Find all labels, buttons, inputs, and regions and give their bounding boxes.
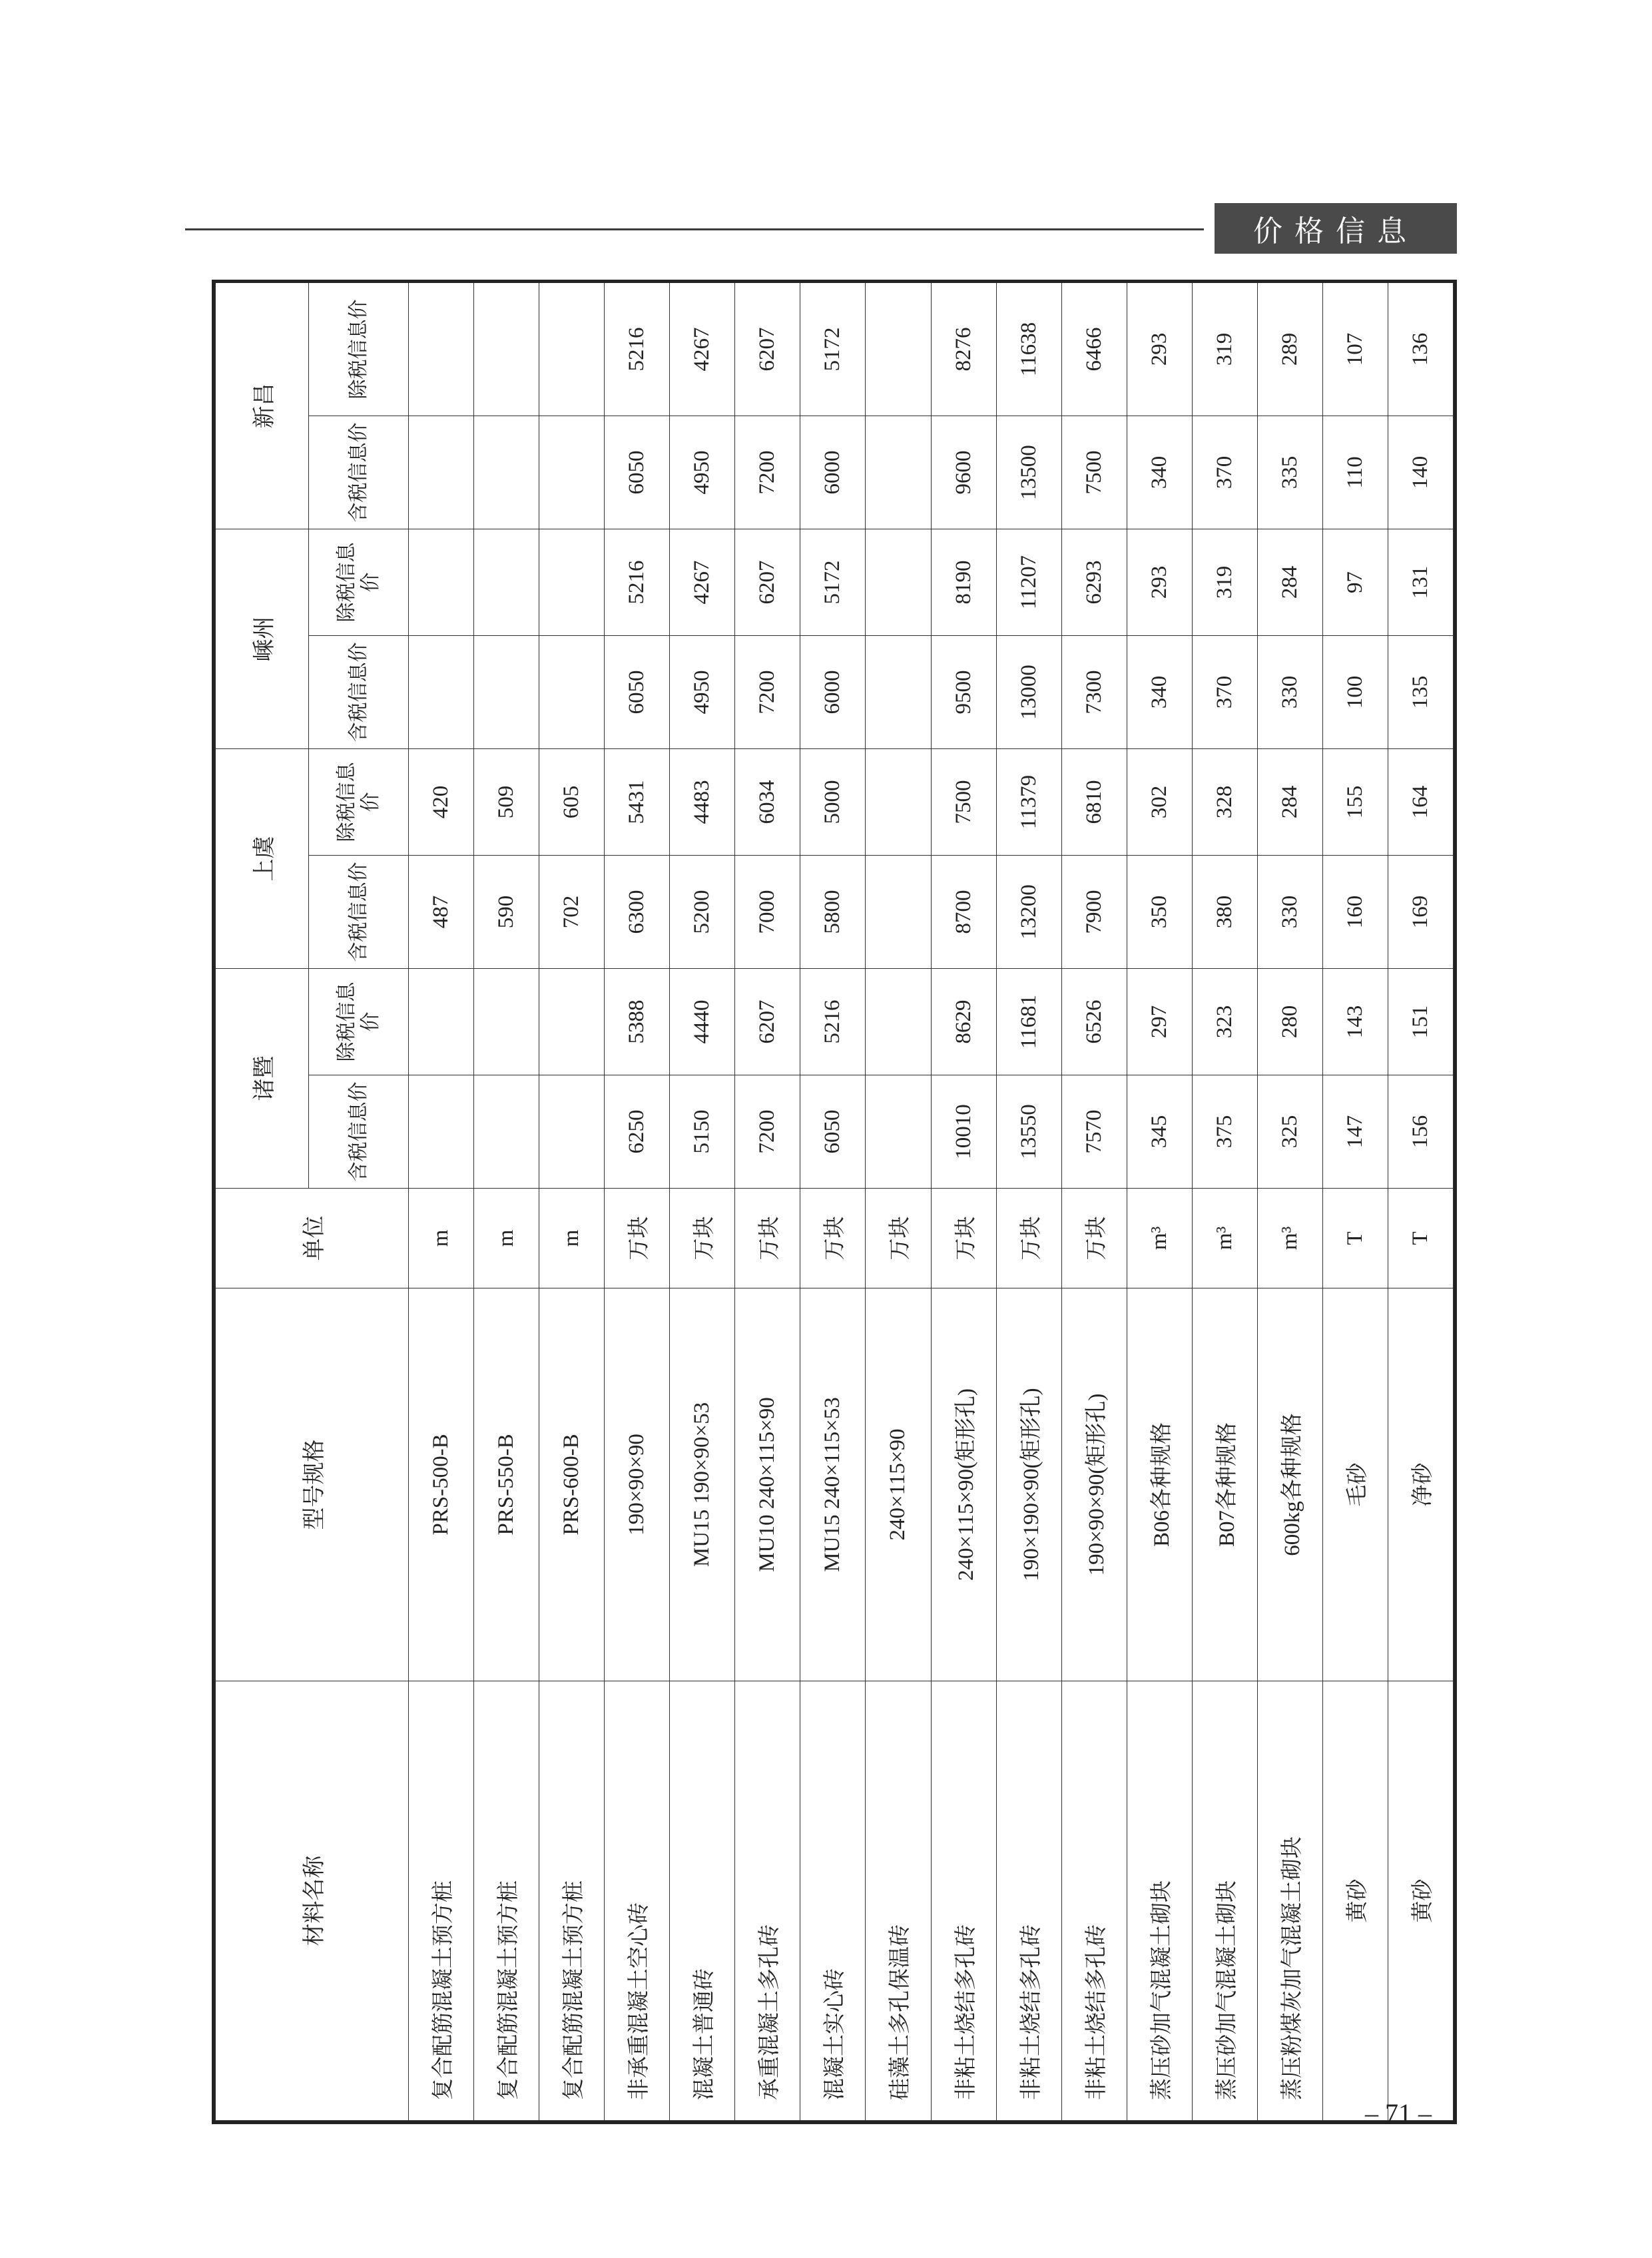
cell-shangyu-excl: 5000: [800, 749, 866, 856]
header-region-zhuji: 诸暨: [216, 969, 309, 1189]
cell-shangyu-excl: 5431: [605, 749, 670, 856]
cell-shangyu-excl: 328: [1192, 749, 1257, 856]
cell-shangyu-excl: 11379: [996, 749, 1061, 856]
cell-zhuji-incl: 5150: [670, 1075, 735, 1189]
cell-material-name: 蒸压砂加气混凝土砌块: [1127, 1681, 1192, 2121]
table-row: [931, 283, 996, 2121]
cell-unit: m³: [1127, 1189, 1192, 1288]
cell-material-name: 蒸压粉煤灰加气混凝土砌块: [1257, 1681, 1322, 2121]
cell-shengzhou-excl: [866, 529, 931, 636]
cell-xinchang-incl: 6000: [800, 416, 866, 529]
cell-shengzhou-incl: [409, 636, 474, 749]
cell-shengzhou-incl: 135: [1388, 636, 1453, 749]
header-rule: [185, 228, 1204, 230]
cell-xinchang-incl: [539, 416, 605, 529]
header-tax-excl: 除税信息价: [309, 749, 409, 856]
cell-xinchang-incl: 370: [1192, 416, 1257, 529]
cell-shengzhou-incl: 4950: [670, 636, 735, 749]
cell-xinchang-incl: 4950: [670, 416, 735, 529]
cell-material-name: 混凝土普通砖: [670, 1681, 735, 2121]
cell-material-name: 黄砂: [1388, 1681, 1453, 2121]
cell-xinchang-incl: 7500: [1061, 416, 1127, 529]
cell-zhuji-excl: [409, 969, 474, 1075]
cell-unit: m: [409, 1189, 474, 1288]
cell-shengzhou-excl: 319: [1192, 529, 1257, 636]
cell-shengzhou-incl: 100: [1322, 636, 1388, 749]
cell-xinchang-incl: 140: [1388, 416, 1453, 529]
header-tax-incl: 含税信息价: [309, 636, 409, 749]
cell-shangyu-excl: 164: [1388, 749, 1453, 856]
cell-zhuji-excl: 297: [1127, 969, 1192, 1075]
cell-unit: 万块: [996, 1189, 1061, 1288]
cell-zhuji-excl: [866, 969, 931, 1075]
cell-spec: 毛砂: [1322, 1288, 1388, 1681]
cell-shengzhou-incl: 13000: [996, 636, 1061, 749]
cell-zhuji-incl: [474, 1075, 539, 1189]
cell-unit: 万块: [670, 1189, 735, 1288]
cell-shangyu-excl: [866, 749, 931, 856]
cell-spec: 240×115×90: [866, 1288, 931, 1681]
cell-spec: 190×190×90(矩形孔): [996, 1288, 1061, 1681]
cell-shangyu-excl: 509: [474, 749, 539, 856]
cell-spec: 190×90×90(矩形孔): [1061, 1288, 1127, 1681]
cell-material-name: 非承重混凝土空心砖: [605, 1681, 670, 2121]
cell-material-name: 非粘土烧结多孔砖: [996, 1681, 1061, 2121]
header-region-xinchang: 新昌: [216, 283, 309, 529]
cell-unit: m³: [1192, 1189, 1257, 1288]
cell-shengzhou-excl: 5172: [800, 529, 866, 636]
table-row: [1061, 283, 1127, 2121]
cell-xinchang-incl: 13500: [996, 416, 1061, 529]
table-row: [866, 283, 931, 2121]
cell-zhuji-incl: 325: [1257, 1075, 1322, 1189]
cell-spec: 600kg各种规格: [1257, 1288, 1322, 1681]
cell-spec: MU15 190×90×53: [670, 1288, 735, 1681]
cell-zhuji-excl: 151: [1388, 969, 1453, 1075]
cell-material-name: 蒸压砂加气混凝土砌块: [1192, 1681, 1257, 2121]
cell-spec: PRS-550-B: [474, 1288, 539, 1681]
cell-shangyu-incl: 169: [1388, 856, 1453, 969]
cell-xinchang-incl: 110: [1322, 416, 1388, 529]
cell-xinchang-incl: 9600: [931, 416, 996, 529]
header-tax-incl: 含税信息价: [309, 1075, 409, 1189]
table-row: [996, 283, 1061, 2121]
cell-xinchang-excl: 319: [1192, 283, 1257, 416]
cell-shengzhou-excl: [409, 529, 474, 636]
cell-unit: m: [539, 1189, 605, 1288]
cell-shangyu-excl: 420: [409, 749, 474, 856]
cell-zhuji-excl: 8629: [931, 969, 996, 1075]
cell-zhuji-excl: 4440: [670, 969, 735, 1075]
cell-material-name: 硅藻土多孔保温砖: [866, 1681, 931, 2121]
header-tax-excl: 除税信息价: [309, 969, 409, 1075]
cell-xinchang-excl: 136: [1388, 283, 1453, 416]
cell-shengzhou-incl: [539, 636, 605, 749]
header-tax-excl: 除税信息价: [309, 529, 409, 636]
cell-xinchang-excl: 11638: [996, 283, 1061, 416]
cell-zhuji-incl: 6250: [605, 1075, 670, 1189]
cell-material-name: 复合配筋混凝土预方桩: [409, 1681, 474, 2121]
cell-xinchang-incl: 7200: [735, 416, 800, 529]
cell-spec: 190×90×90: [605, 1288, 670, 1681]
cell-spec: B06各种规格: [1127, 1288, 1192, 1681]
cell-shangyu-incl: 590: [474, 856, 539, 969]
cell-xinchang-excl: 8276: [931, 283, 996, 416]
cell-shengzhou-incl: 6050: [605, 636, 670, 749]
cell-shengzhou-incl: 7200: [735, 636, 800, 749]
cell-shangyu-excl: 6810: [1061, 749, 1127, 856]
cell-xinchang-excl: 5172: [800, 283, 866, 416]
table-row: [735, 283, 800, 2121]
cell-unit: 万块: [605, 1189, 670, 1288]
section-title: 价格信息: [1215, 203, 1457, 254]
cell-zhuji-excl: 6526: [1061, 969, 1127, 1075]
cell-unit: 万块: [800, 1189, 866, 1288]
cell-zhuji-incl: 7200: [735, 1075, 800, 1189]
cell-xinchang-excl: [409, 283, 474, 416]
cell-spec: MU15 240×115×53: [800, 1288, 866, 1681]
cell-shangyu-incl: 6300: [605, 856, 670, 969]
cell-zhuji-incl: [409, 1075, 474, 1189]
cell-shangyu-incl: 5800: [800, 856, 866, 969]
cell-shengzhou-excl: [539, 529, 605, 636]
cell-shangyu-excl: 7500: [931, 749, 996, 856]
cell-shengzhou-incl: 340: [1127, 636, 1192, 749]
cell-xinchang-incl: [474, 416, 539, 529]
cell-xinchang-excl: [474, 283, 539, 416]
cell-xinchang-incl: [409, 416, 474, 529]
cell-shangyu-incl: 13200: [996, 856, 1061, 969]
cell-shangyu-incl: 160: [1322, 856, 1388, 969]
cell-shengzhou-excl: 97: [1322, 529, 1388, 636]
cell-unit: 万块: [1061, 1189, 1127, 1288]
cell-unit: T: [1388, 1189, 1453, 1288]
header-unit: 单位: [216, 1189, 409, 1288]
table-row: [539, 283, 605, 2121]
header-region-shengzhou: 嵊州: [216, 529, 309, 749]
cell-material-name: 复合配筋混凝土预方桩: [474, 1681, 539, 2121]
cell-zhuji-incl: 10010: [931, 1075, 996, 1189]
header-tax-incl: 含税信息价: [309, 416, 409, 529]
cell-shangyu-excl: 302: [1127, 749, 1192, 856]
cell-shangyu-excl: 284: [1257, 749, 1322, 856]
cell-unit: m: [474, 1189, 539, 1288]
cell-xinchang-incl: 6050: [605, 416, 670, 529]
cell-material-name: 混凝土实心砖: [800, 1681, 866, 2121]
cell-xinchang-excl: 4267: [670, 283, 735, 416]
table-row: [474, 283, 539, 2121]
header-material-name: 材料名称: [216, 1681, 409, 2121]
header-model-spec: 型号规格: [216, 1288, 409, 1681]
price-table-frame: [212, 280, 1457, 2124]
cell-xinchang-incl: [866, 416, 931, 529]
cell-shangyu-incl: 350: [1127, 856, 1192, 969]
cell-shangyu-excl: 4483: [670, 749, 735, 856]
table-row: [1257, 283, 1322, 2121]
cell-material-name: 黄砂: [1322, 1681, 1388, 2121]
cell-xinchang-excl: [539, 283, 605, 416]
cell-shengzhou-excl: 6293: [1061, 529, 1127, 636]
cell-unit: T: [1322, 1189, 1388, 1288]
cell-unit: 万块: [866, 1189, 931, 1288]
table-row: [1388, 283, 1453, 2121]
cell-spec: PRS-500-B: [409, 1288, 474, 1681]
cell-zhuji-excl: 11681: [996, 969, 1061, 1075]
cell-xinchang-excl: 293: [1127, 283, 1192, 416]
cell-xinchang-excl: [866, 283, 931, 416]
table-row: [409, 283, 474, 2121]
cell-zhuji-excl: 280: [1257, 969, 1322, 1075]
cell-unit: 万块: [735, 1189, 800, 1288]
cell-shengzhou-excl: 4267: [670, 529, 735, 636]
cell-zhuji-excl: [539, 969, 605, 1075]
cell-shangyu-excl: 6034: [735, 749, 800, 856]
cell-xinchang-incl: 340: [1127, 416, 1192, 529]
cell-xinchang-excl: 5216: [605, 283, 670, 416]
cell-shengzhou-excl: 131: [1388, 529, 1453, 636]
cell-shengzhou-excl: 293: [1127, 529, 1192, 636]
cell-shengzhou-incl: [474, 636, 539, 749]
cell-zhuji-excl: 143: [1322, 969, 1388, 1075]
cell-shengzhou-excl: 6207: [735, 529, 800, 636]
cell-zhuji-excl: 323: [1192, 969, 1257, 1075]
cell-shangyu-excl: 155: [1322, 749, 1388, 856]
cell-zhuji-incl: 375: [1192, 1075, 1257, 1189]
cell-shengzhou-excl: 8190: [931, 529, 996, 636]
cell-material-name: 复合配筋混凝土预方桩: [539, 1681, 605, 2121]
cell-shangyu-incl: [866, 856, 931, 969]
cell-shangyu-incl: 7000: [735, 856, 800, 969]
page-number: – 71 –: [1365, 2098, 1432, 2128]
table-row: [1127, 283, 1192, 2121]
cell-shangyu-incl: 487: [409, 856, 474, 969]
cell-xinchang-incl: 335: [1257, 416, 1322, 529]
cell-shengzhou-excl: 5216: [605, 529, 670, 636]
cell-spec: 240×115×90(矩形孔): [931, 1288, 996, 1681]
cell-unit: 万块: [931, 1189, 996, 1288]
cell-spec: 净砂: [1388, 1288, 1453, 1681]
cell-zhuji-incl: 6050: [800, 1075, 866, 1189]
table-row: [800, 283, 866, 2121]
cell-zhuji-excl: 5216: [800, 969, 866, 1075]
cell-shengzhou-incl: 370: [1192, 636, 1257, 749]
cell-spec: PRS-600-B: [539, 1288, 605, 1681]
cell-shangyu-incl: 7900: [1061, 856, 1127, 969]
cell-material-name: 承重混凝土多孔砖: [735, 1681, 800, 2121]
cell-shengzhou-excl: [474, 529, 539, 636]
cell-shengzhou-incl: 6000: [800, 636, 866, 749]
cell-shengzhou-incl: 7300: [1061, 636, 1127, 749]
cell-xinchang-excl: 6466: [1061, 283, 1127, 416]
cell-shangyu-incl: 702: [539, 856, 605, 969]
cell-zhuji-incl: 147: [1322, 1075, 1388, 1189]
cell-material-name: 非粘土烧结多孔砖: [931, 1681, 996, 2121]
cell-zhuji-excl: 6207: [735, 969, 800, 1075]
cell-zhuji-incl: 156: [1388, 1075, 1453, 1189]
cell-shengzhou-incl: 330: [1257, 636, 1322, 749]
header-region-shangyu: 上虞: [216, 749, 309, 969]
table-row: [605, 283, 670, 2121]
cell-spec: B07各种规格: [1192, 1288, 1257, 1681]
header-tax-incl: 含税信息价: [309, 856, 409, 969]
table-row: [670, 283, 735, 2121]
cell-shengzhou-excl: 284: [1257, 529, 1322, 636]
cell-shengzhou-incl: 9500: [931, 636, 996, 749]
cell-xinchang-excl: 6207: [735, 283, 800, 416]
cell-shangyu-excl: 605: [539, 749, 605, 856]
cell-zhuji-incl: 345: [1127, 1075, 1192, 1189]
cell-zhuji-excl: 5388: [605, 969, 670, 1075]
cell-unit: m³: [1257, 1189, 1322, 1288]
cell-zhuji-incl: [866, 1075, 931, 1189]
cell-shengzhou-excl: 11207: [996, 529, 1061, 636]
header-tax-excl: 除税信息价: [309, 283, 409, 416]
cell-shengzhou-incl: [866, 636, 931, 749]
cell-zhuji-incl: 7570: [1061, 1075, 1127, 1189]
price-table: [215, 282, 1454, 2121]
cell-xinchang-excl: 289: [1257, 283, 1322, 416]
cell-shangyu-incl: 330: [1257, 856, 1322, 969]
cell-zhuji-incl: [539, 1075, 605, 1189]
cell-zhuji-incl: 13550: [996, 1075, 1061, 1189]
cell-spec: MU10 240×115×90: [735, 1288, 800, 1681]
cell-shangyu-incl: 8700: [931, 856, 996, 969]
table-body: [409, 283, 1454, 2121]
cell-xinchang-excl: 107: [1322, 283, 1388, 416]
cell-zhuji-excl: [474, 969, 539, 1075]
cell-shangyu-incl: 5200: [670, 856, 735, 969]
cell-material-name: 非粘土烧结多孔砖: [1061, 1681, 1127, 2121]
table-row: [1192, 283, 1257, 2121]
cell-shangyu-incl: 380: [1192, 856, 1257, 969]
table-row: [1322, 283, 1388, 2121]
